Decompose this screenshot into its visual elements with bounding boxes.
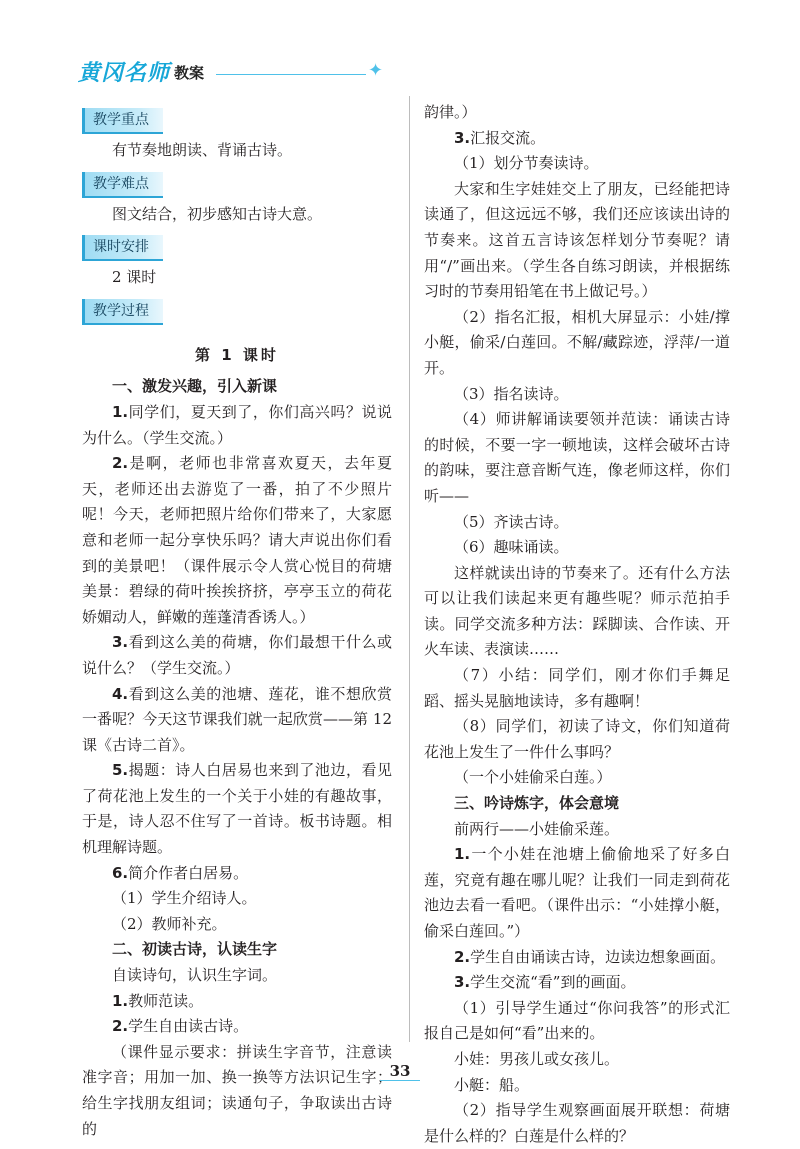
- section-heading-1: 一、激发兴趣，引入新课: [112, 377, 278, 396]
- paragraph: （2）指名汇报，相机大屏显示：小娃/撑小艇，偷采/白莲回。不解/藏踪迹，浮萍/一道开。: [424, 307, 730, 377]
- paragraph-continued: 韵律。）: [424, 103, 477, 121]
- paragraph: 5.揭题：诗人白居易也来到了池边，看见了荷花池上发生的一个关于小娃的有趣故事，于是，诗人忍不住写了一首诗。板书诗题。相机理解诗题。: [82, 761, 392, 857]
- paragraph: 这样就读出诗的节奏来了。还有什么方法可以让我们读起来更有趣些呢？师示范拍手读。同学交流多种方法：踩脚读、合作读、开火车读、表演读……: [424, 563, 730, 659]
- paragraph: 小娃：男孩儿或女孩儿。: [454, 1049, 620, 1068]
- paragraph: （2）指导学生观察画面展开联想：荷塘是什么样的？白莲是什么样的？: [424, 1101, 730, 1145]
- paragraph: 大家和生字娃娃交上了朋友，已经能把诗读通了，但这远远不够，我们还应该读出诗的节奏来。这首五言诗该怎样划分节奏呢？请用“/”画出来。（学生各自练习朗读，并根据练习时的节奏用铅笔在书上做记号。）: [424, 179, 730, 301]
- paragraph: 3.汇报交流。: [454, 128, 546, 147]
- paragraph: 小艇：船。: [454, 1075, 530, 1094]
- paragraph: （6）趣味诵读。: [454, 538, 569, 557]
- paragraph: （1）引导学生通过“你问我答”的形式汇报自己是如何“看”出来的。: [424, 998, 730, 1043]
- lesson-title: 第 1 课时: [195, 345, 279, 364]
- right-column: [424, 100, 730, 1149]
- section-heading-2: 二、初读古诗，认读生字: [112, 940, 278, 959]
- paragraph: 2.学生自由读古诗。: [112, 1017, 249, 1036]
- paragraph: 2.是啊，老师也非常喜欢夏天，去年夏天，老师还出去游览了一番，拍了不少照片呢！今天，老师把照片给你们带来了，大家愿意和老师一起分享快乐吗？请大声说出你们看到的美景吧！（课件展示令人赏心悦目的荷塘美景：碧绿的荷叶挨挨挤挤，亭亭玉立的荷花娇媚动人，鲜嫩的莲蓬清香诱人。）: [82, 454, 392, 626]
- paragraph: （5）齐读古诗。: [454, 512, 569, 531]
- difficulties-text: 图文结合，初步感知古诗大意。: [112, 204, 323, 223]
- paragraph: 3.学生交流“看”到的画面。: [454, 973, 636, 992]
- header: [78, 54, 384, 88]
- header-rule: [216, 74, 366, 75]
- paragraph: 前两行——小娃偷采莲。: [454, 819, 620, 838]
- brand-logo: 黄冈名师: [78, 61, 171, 86]
- paragraph: （课件显示要求：拼读生字音节，注意读准字音；用加一加、换一换等方法识记生字；给生字找朋友组词；读通句子，争取读出古诗的: [82, 1042, 392, 1138]
- paragraph: 1.一个小娃在池塘上偷偷地采了好多白莲，究竟有趣在哪儿呢？让我们一同走到荷花池边去看一看吧。（课件出示：“小娃撑小艇，偷采白莲回。”）: [424, 845, 730, 940]
- section-tag-process: 教学过程: [82, 299, 163, 325]
- page-number: 33: [0, 1062, 800, 1081]
- sparkle-icon: ✦: [368, 60, 384, 81]
- paragraph: （2）教师补充。: [112, 914, 227, 933]
- section-tag-schedule: 课时安排: [82, 235, 163, 261]
- paragraph: 3.看到这么美的荷塘，你们最想干什么或说什么？（学生交流。）: [82, 633, 392, 677]
- paragraph: （1）划分节奏读诗。: [454, 154, 599, 173]
- paragraph: （1）学生介绍诗人。: [112, 889, 257, 908]
- paragraph: （7）小结：同学们，刚才你们手舞足蹈、摇头晃脑地读诗，多有趣啊！: [424, 666, 730, 710]
- key-points-text: 有节奏地朗读、背诵古诗。: [112, 141, 293, 159]
- paragraph: 2.学生自由诵读古诗，边读边想象画面。: [454, 947, 726, 966]
- section-tag-difficulties: 教学难点: [82, 172, 163, 198]
- paragraph: （一个小娃偷采白莲。）: [454, 768, 612, 787]
- paragraph: 自读诗句，认识生字词。: [112, 966, 278, 985]
- column-divider: [409, 96, 410, 1042]
- paragraph: 6.简介作者白居易。: [112, 863, 249, 882]
- brand-subtitle: 教案: [174, 64, 205, 82]
- paragraph: （8）同学们，初读了诗文，你们知道荷花池上发生了一件什么事吗？: [424, 717, 730, 761]
- paragraph: （4）师讲解诵读要领并范读：诵读古诗的时候，不要一字一顿地读，这样会破坏古诗的韵味，要注意音断气连，像老师这样，你们听——: [424, 410, 730, 505]
- paragraph: 1.教师范读。: [112, 991, 204, 1010]
- left-column: [82, 100, 392, 1142]
- paragraph: （3）指名读诗。: [454, 384, 569, 403]
- section-tag-key-points: 教学重点: [82, 108, 163, 134]
- schedule-text: 2 课时: [112, 268, 157, 287]
- paragraph: 4.看到这么美的池塘、莲花，谁不想欣赏一番呢？今天这节课我们就一起欣赏——第 12 课《古诗二首》。: [82, 684, 392, 754]
- paragraph: 1.同学们，夏天到了，你们高兴吗？说说为什么。（学生交流。）: [82, 402, 392, 447]
- section-heading-3: 三、吟诗炼字，体会意境: [454, 794, 620, 813]
